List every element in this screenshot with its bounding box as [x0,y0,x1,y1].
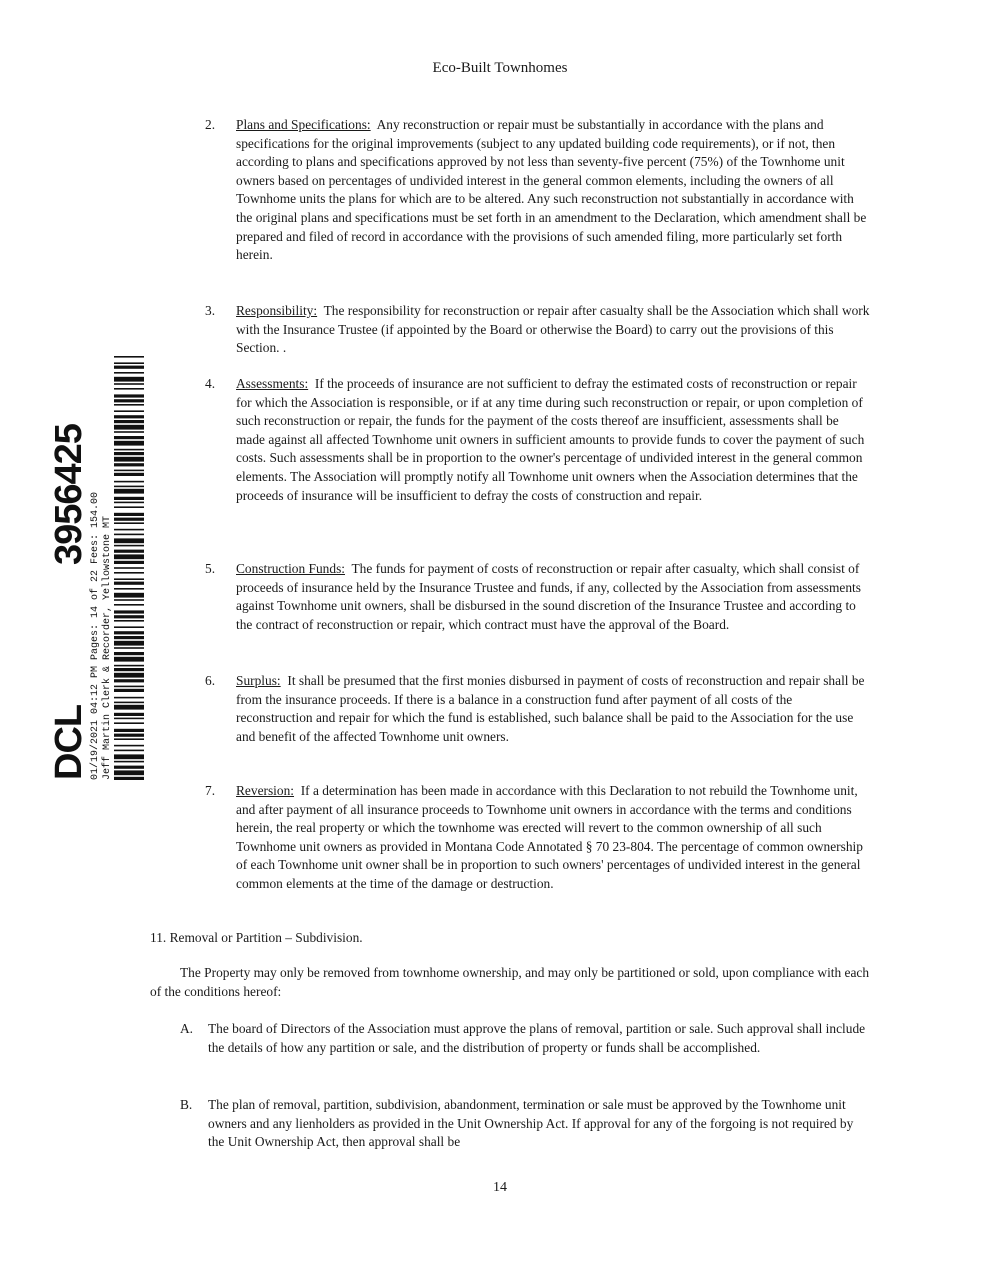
page-number: 14 [493,1180,507,1195]
list-item [205,782,870,894]
stamp-recording-info: 01/19/2021 04:12 PM Pages: 14 of 22 Fees: 154.00 [90,491,101,780]
item-number: 2. [205,117,216,132]
list-item [205,560,870,634]
recording-stamp [48,355,148,780]
stamp-label: DCL [48,704,90,780]
item-heading: Reversion: [236,783,295,798]
item-letter: A. [180,1021,194,1036]
item-number: 6. [205,673,216,688]
item-number: 5. [205,561,216,576]
item-heading: Assessments: [236,376,309,391]
barcode-image [114,355,144,780]
lettered-item [180,1020,870,1057]
item-heading: Construction Funds: [236,561,345,576]
item-text: It shall be presumed that the first monies disbursed in payment of costs of reconstruction and repair shall be from the insurance proceeds. If there is a balance in a construction fund after payment of all costs of the reconstruction and repair for which the fund is established, such balance shall be paid to the Association for the use and benefit of the affected Townhome unit owners. [236,673,865,744]
item-number: 4. [205,376,216,391]
list-item [205,116,870,265]
item-heading: Surplus: [236,673,281,688]
item-text: The plan of removal, partition, subdivision, abandonment, termination or sale must be approved by the Townhome unit owners and any lienholders as provided in the Unit Ownership Act. If approval for any of the forgoing is not required by the Unit Ownership Act, then approval shall be [208,1097,854,1150]
item-letter: B. [180,1097,193,1112]
section-intro: The Property may only be removed from townhome ownership, and may only be partitioned or sold, upon compliance with each of the conditions hereof: [150,965,870,999]
item-number: 7. [205,783,216,798]
item-text: The responsibility for reconstruction or repair after casualty shall be the Association which shall work with the Insurance Trustee (if appointed by the Board or otherwise the Board) to carry out the provisions of this Section. . [236,303,870,356]
item-text: The board of Directors of the Association must approve the plans of removal, partition or sale. Such approval shall include the details of how any partition or sale, and the distribution of property or funds shall be accomplished. [208,1021,866,1055]
stamp-document-number: 3956425 [48,424,90,565]
item-text: Any reconstruction or repair must be substantially in accordance with the plans and specifications for the original improvements (subject to any updated building code requirements), or if not, then according to plans and specifications approved by not less than seventy-five percent (75%) of the Townhome unit owners based on percentages of undivided interest in the general common elements, including the owners of all Townhome units the plans for which are to be altered. Any such reconstruction not substantially in accordance with the original plans and specifications must be set forth in an amendment to the Declaration, which amendment shall be prepared and filed of record in accordance with the provisions of such amended filing, more particularly set forth herein. [236,117,867,263]
page-header: Eco-Built Townhomes [432,60,568,76]
section-heading: 11. Removal or Partition – Subdivision. [150,930,363,945]
item-text: If the proceeds of insurance are not sufficient to defray the estimated costs of reconstruction or repair for which the Association is responsible, or if at any time during such reconstruction or repair, or upon completion of such reconstruction or repair, the funds for the payment of the costs thereof are insufficient, assessments shall be made against all affected Townhome unit owners in sufficient amounts to provide funds to cover the payment of such costs. Such assessments shall be in proportion to the owner's percentage of undivided interest in the general common elements. The Association will promptly notify all Townhome unit owners when the Association determines that the proceeds of insurance will be insufficient to defray the costs of construction and repair. [236,376,865,503]
item-heading: Responsibility: [236,303,318,318]
list-item [205,375,870,505]
item-number: 3. [205,303,216,318]
list-item [205,302,870,358]
item-text: The funds for payment of costs of reconstruction or repair after casualty, which shall consist of proceeds of insurance held by the Insurance Trustee and funds, if any, collected by the Association from assessments against Townhome unit owners, shall be disbursed in the sound discretion of the Insurance Trustee and according to the contract of reconstruction or repair, which contract must have the approval of the Board. [236,561,861,632]
item-text: If a determination has been made in accordance with this Declaration to not rebuild the Townhome unit, and after payment of all insurance proceeds to Townhome unit owners in accordance with the terms and conditions herein, the real property or which the townhome was erected will revert to the common ownership of all such Townhome unit owners as provided in Montana Code Annotated § 70 23-804. The percentage of common ownership of each Townhome unit owner shall be in proportion to such owners' percentages of undivided interest in the general common elements at the time of the damage or destruction. [236,783,863,891]
list-item [205,672,870,746]
item-heading: Plans and Specifications: [236,117,371,132]
stamp-recorder: Jeff Martin Clerk & Recorder, Yellowstone MT [102,515,113,780]
lettered-item [180,1096,870,1152]
